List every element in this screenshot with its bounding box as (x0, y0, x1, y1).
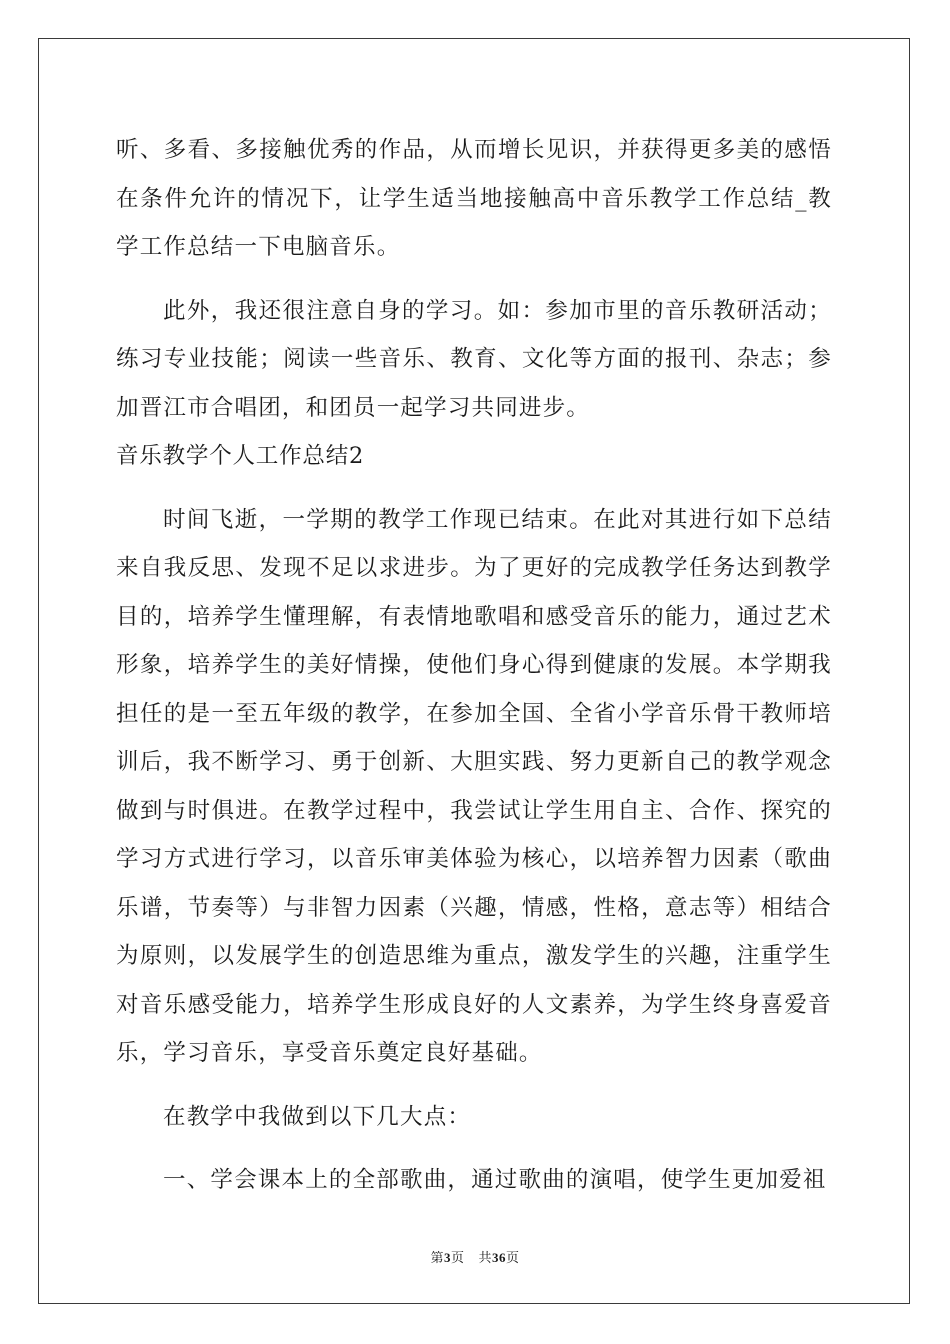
paragraph-points-intro: 在教学中我做到以下几大点： (163, 1103, 472, 1130)
page-number: 3 (444, 1250, 452, 1265)
page-prefix: 第 (430, 1251, 445, 1266)
page-suffix: 页 (451, 1251, 465, 1266)
paragraph-summary: 时间飞逝，一学期的教学工作现已结束。在此对其进行如下总结来自我反思、发现不足以求进步。为了更好的完成教学任务达到教学目的，培养学生懂理解，有表情地歌唱和感受音乐的能力，通过艺术形象，培养学生的美好情操，使他们身心得到健康的发展。本学期我担任的是一至五年级的教学，在参加全国、全省小学音乐骨干教师培训后，我不断学习、勇于创新、大胆实践、努力更新自己的教学观念做到与时俱进。在教学过程中，我尝试让学生用自主、合作、探究的学习方式进行学习，以音乐审美体验为核心，以培养智力因素（歌曲乐谱，节奏等）与非智力因素（兴趣，情感，性格，意志等）相结合为原则，以发展学生的创造思维为重点，激发学生的兴趣，注重学生对音乐感受能力，培养学生形成良好的人文素养，为学生终身喜爱音乐，学习音乐，享受音乐奠定良好基础。 (116, 506, 832, 1066)
paragraph-self-study: 此外，我还很注意自身的学习。如：参加市里的音乐教研活动；练习专业技能；阅读一些音乐、教育、文化等方面的报刊、杂志；参加晋江市合唱团，和团员一起学习共同进步。 (116, 297, 832, 421)
page-footer (0, 1247, 950, 1266)
document-body (116, 126, 832, 1205)
total-prefix: 共 (478, 1251, 492, 1266)
total-suffix: 页 (505, 1251, 520, 1266)
paragraph-point-one: 一、学会课本上的全部歌曲，通过歌曲的演唱，使学生更加爱祖 (163, 1167, 827, 1193)
paragraph-continued: 听、多看、多接触优秀的作品，从而增长见识，并获得更多美的感悟在条件允许的情况下，让学生适当地接触高中音乐教学工作总结_教学工作总结一下电脑音乐。 (116, 137, 832, 260)
total-pages: 36 (491, 1250, 506, 1265)
section-heading: 音乐教学个人工作总结2 (116, 443, 365, 469)
